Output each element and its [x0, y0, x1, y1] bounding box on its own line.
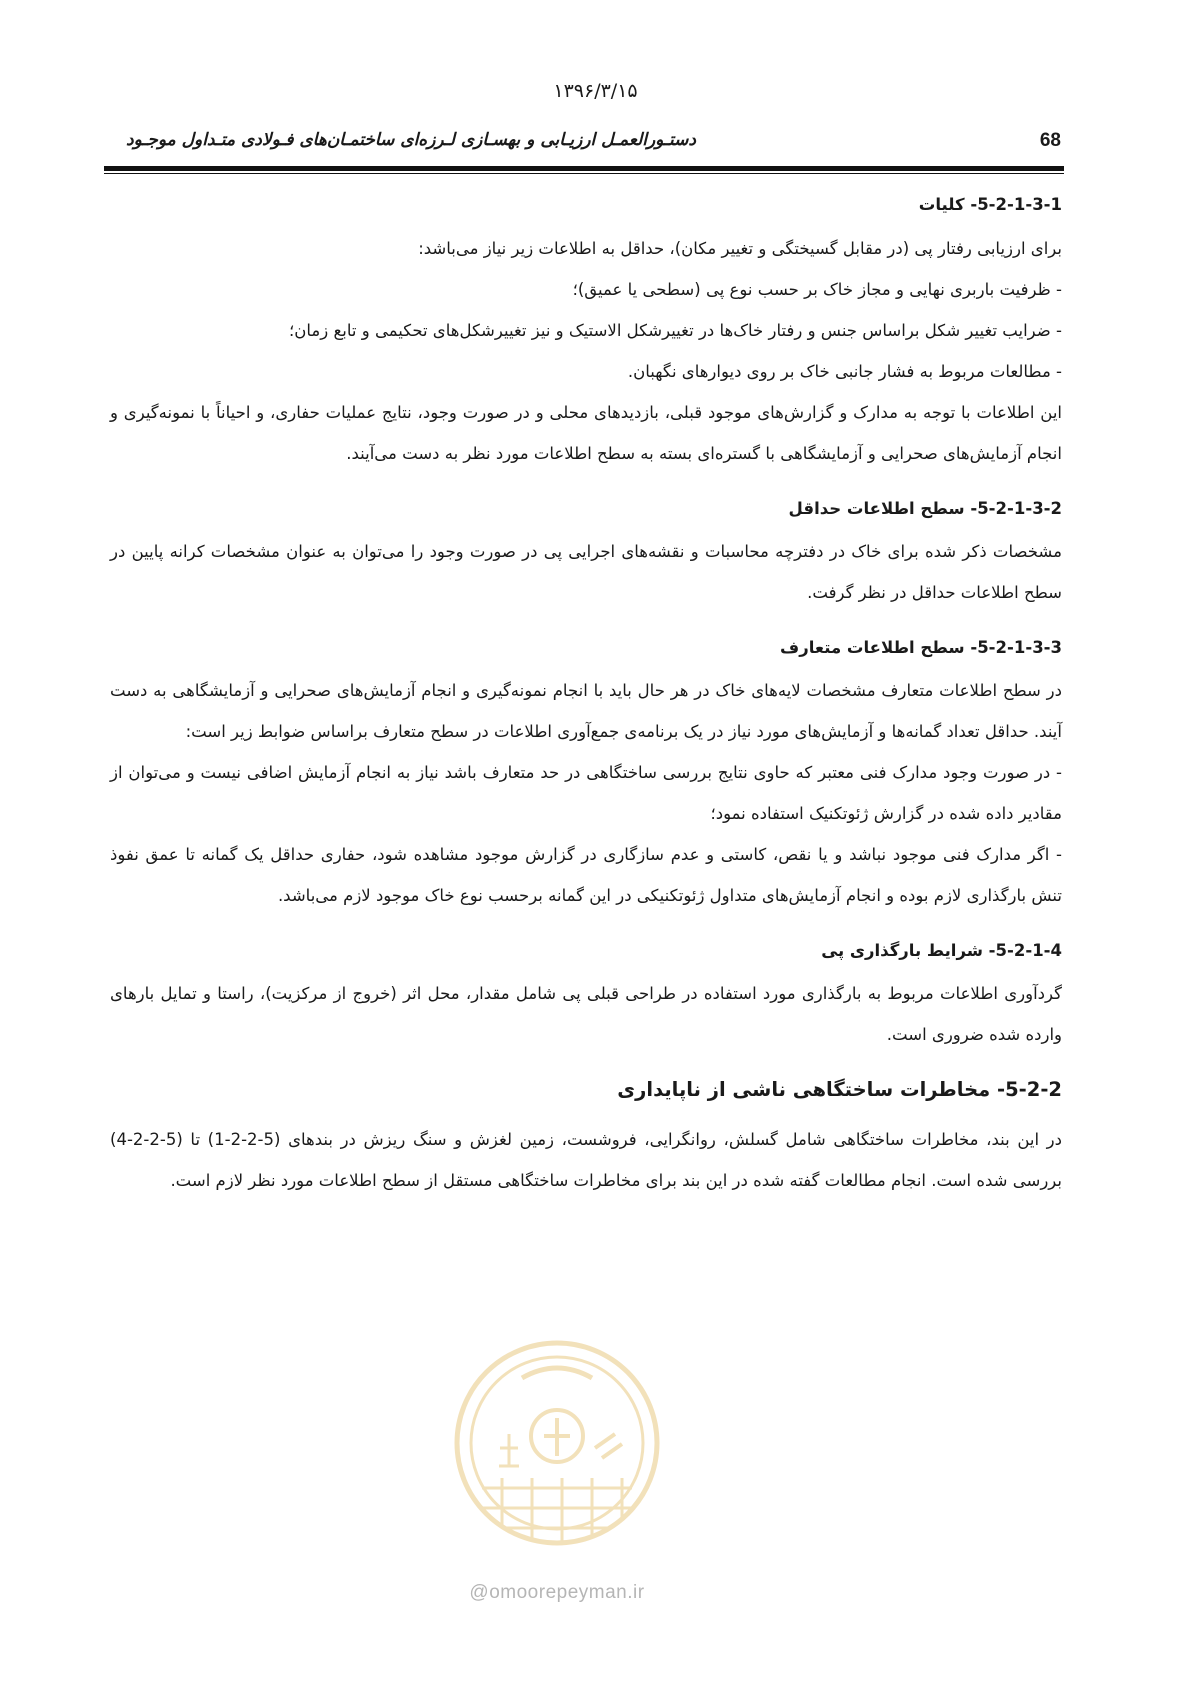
page-number: 68 [1039, 130, 1061, 151]
section-heading: 5-2-1-3-3- سطح اطلاعات متعارف [780, 638, 1062, 657]
bullet-item: - اگر مدارک فنی موجود نباشد و یا نقص، کاستی و عدم سازگاری در گزارش موجود مشاهده شود، حفاری حداقل یک گمانه تا عمق نفوذ تنش بارگذاری لازم بوده و انجام آزمایش‌های متداول ژئوتکنیکی در این گمانه برحسب نوع خاک موجود لازم می‌باشد. [110, 845, 1062, 905]
section-heading: 5-2-1-4- شرایط بارگذاری پی [821, 941, 1062, 960]
paragraph: مشخصات ذکر شده برای خاک در دفترچه محاسبات و نقشه‌های اجرایی پی در صورت وجود را می‌توان به عنوان مشخصات کرانه پایین در سطح اطلاعات حداقل در نظر گرفت. [110, 542, 1062, 602]
bullet-item: - ظرفیت باربری نهایی و مجاز خاک بر حسب نوع پی (سطحی یا عمیق)؛ [572, 280, 1062, 299]
bullet-item: - در صورت وجود مدارک فنی معتبر که حاوی نتایج بررسی ساختگاهی در حد متعارف باشد نیاز به انجام آزمایش اضافی نیست و می‌توان از مقادیر داده شده در گزارش ژئوتکنیک استفاده نمود؛ [110, 763, 1062, 823]
section-heading: 5-2-2- مخاطرات ساختگاهی ناشی از ناپایداری [617, 1078, 1062, 1101]
watermark-logo-icon [452, 1338, 662, 1558]
paragraph: در سطح اطلاعات متعارف مشخصات لایه‌های خاک در هر حال باید با انجام نمونه‌گیری و انجام آزمایش‌های صحرایی و آزمایشگاهی به دست آیند. حداقل تعداد گمانه‌ها و آزمایش‌های مورد نیاز در یک برنامه‌ی جمع‌آوری اطلاعات در سطح متعارف براساس ضوابط زیر است: [110, 681, 1062, 741]
at-icon: @ [469, 1582, 490, 1603]
paragraph: این اطلاعات با توجه به مدارک و گزارش‌های موجود قبلی، بازدیدهای محلی و در صورت وجود، نتایج عملیات حفاری، و احیاناً با نمونه‌گیری و انجام آزمایش‌های صحرایی و آزمایشگاهی با گستره‌ای بسته به سطح اطلاعات مورد نظر به دست می‌آیند. [110, 403, 1062, 463]
watermark-site [452, 1582, 662, 1604]
header-date: ۱۳۹۶/۳/۱۵ [553, 80, 638, 102]
paragraph: برای ارزیابی رفتار پی (در مقابل گسیختگی و تغییر مکان)، حداقل به اطلاعات زیر نیاز می‌باشد: [418, 239, 1062, 258]
section-heading: 5-2-1-3-1- کلیات [918, 195, 1062, 214]
bullet-item: - ضرایب تغییر شکل براساس جنس و رفتار خاک‌ها در تغییرشکل الاستیک و نیز تغییرشکل‌های تحکیمی و تابع زمان؛ [289, 321, 1062, 340]
running-header [106, 130, 1061, 160]
bullet-item: - مطالعات مربوط به فشار جانبی خاک بر روی دیوارهای نگهبان. [627, 362, 1062, 381]
header-rule-thin [104, 173, 1064, 174]
header-rule [104, 166, 1064, 171]
paragraph: گردآوری اطلاعات مربوط به بارگذاری مورد استفاده در طراحی قبلی پی شامل مقدار، محل اثر (خروج از مرکزیت)، راستا و تمایل بارهای وارده شده ضروری است. [110, 984, 1062, 1044]
watermark-site-text: omoorepeyman.ir [489, 1582, 645, 1603]
body-content [110, 188, 1062, 1201]
header-title: دستـورالعمـل ارزیـابی و بهسـازی لـرزه‌ای ساختمـان‌های فـولادی متـداول موجـود [126, 130, 696, 150]
section-heading: 5-2-1-3-2- سطح اطلاعات حداقل [788, 499, 1062, 518]
paragraph: در این بند، مخاطرات ساختگاهی شامل گسلش، روانگرایی، فروشست، زمین لغزش و سنگ ریزش در بندهای (5-2-2-1) تا (5-2-2-4) بررسی شده است. انجام مطالعات گفته شده در این بند برای مخاطرات ساختگاهی مستقل از سطح اطلاعات مورد نظر لازم است. [110, 1130, 1062, 1190]
